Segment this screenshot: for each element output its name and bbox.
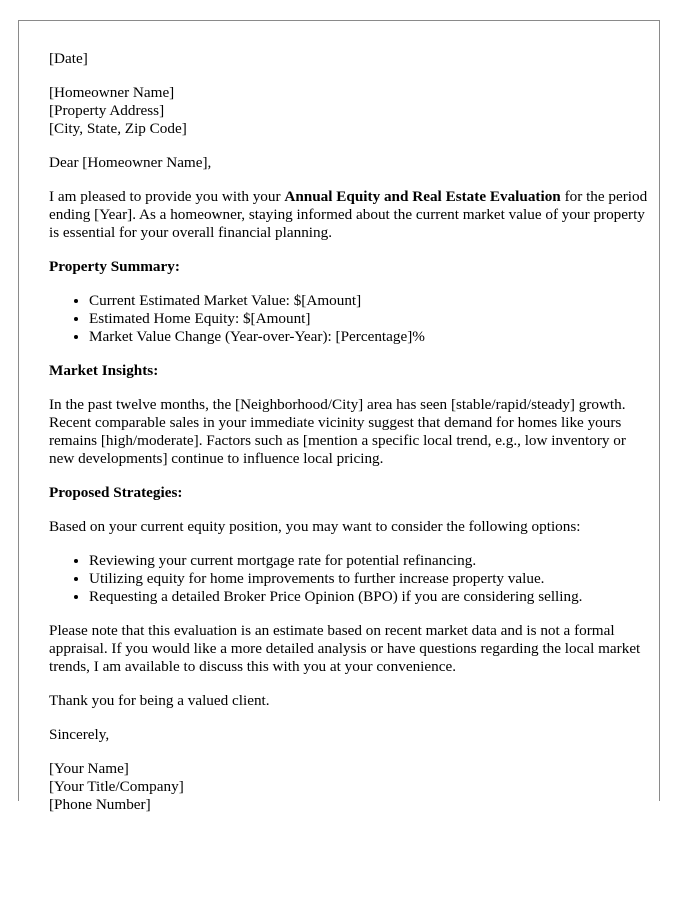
recipient-address-block (49, 84, 649, 138)
signature-phone: [Phone Number] (49, 796, 151, 813)
recipient-property-address: [Property Address] (49, 102, 165, 119)
signature-title: [Your Title/Company] (49, 778, 184, 795)
intro-bold-title: Annual Equity and Real Estate Evaluation (284, 188, 561, 205)
disclaimer-paragraph: Please note that this evaluation is an estimate based on recent market data and is not a formal appraisal. If you would like a more detailed analysis or have questions regarding the local market trends, I am available to discuss this with you at your convenience. (49, 622, 641, 675)
proposed-strategies-intro: Based on your current equity position, you may want to consider the following options: (49, 518, 581, 535)
list-item: • Current Estimated Market Value: $[Amount] (89, 292, 649, 310)
property-summary-list (49, 292, 649, 346)
letter-body (49, 50, 649, 830)
salutation: Dear [Homeowner Name], (49, 154, 212, 171)
signature-block (49, 760, 649, 814)
recipient-name: [Homeowner Name] (49, 84, 175, 101)
list-item: • Estimated Home Equity: $[Amount] (89, 310, 649, 328)
letter-page (18, 20, 660, 813)
letter-date: [Date] (49, 50, 88, 67)
signature-name: [Your Name] (49, 760, 129, 777)
market-insights-heading: Market Insights: (49, 362, 159, 379)
list-item: • Market Value Change (Year-over-Year): [Percentage]% (89, 328, 649, 346)
intro-text-before: I am pleased to provide you with your (49, 188, 285, 205)
proposed-strategies-heading: Proposed Strategies: (49, 484, 183, 501)
proposed-strategies-list (49, 552, 649, 606)
list-item: • Utilizing equity for home improvements to further increase property value. (89, 570, 649, 588)
closing-line: Sincerely, (49, 726, 110, 743)
market-insights-paragraph: In the past twelve months, the [Neighborhood/City] area has seen [stable/rapid/steady] growth. Recent comparable sales in your immediate vicinity suggest that demand for homes like yours remains [high/moderate]. Factors such as [mention a specific local trend, e.g., low inventory or new developments] continue to influence local pricing. (49, 396, 626, 467)
intro-text-after: for the period ending [Year]. As a homeowner, staying informed about the current market value of your property is essential for your overall financial planning. (49, 188, 648, 241)
intro-paragraph (49, 188, 649, 242)
list-item: • Reviewing your current mortgage rate for potential refinancing. (89, 552, 649, 570)
property-summary-heading: Property Summary: (49, 258, 180, 275)
recipient-city-line: [City, State, Zip Code] (49, 120, 187, 137)
list-item: • Requesting a detailed Broker Price Opinion (BPO) if you are considering selling. (89, 588, 649, 606)
thanks-line: Thank you for being a valued client. (49, 692, 270, 709)
